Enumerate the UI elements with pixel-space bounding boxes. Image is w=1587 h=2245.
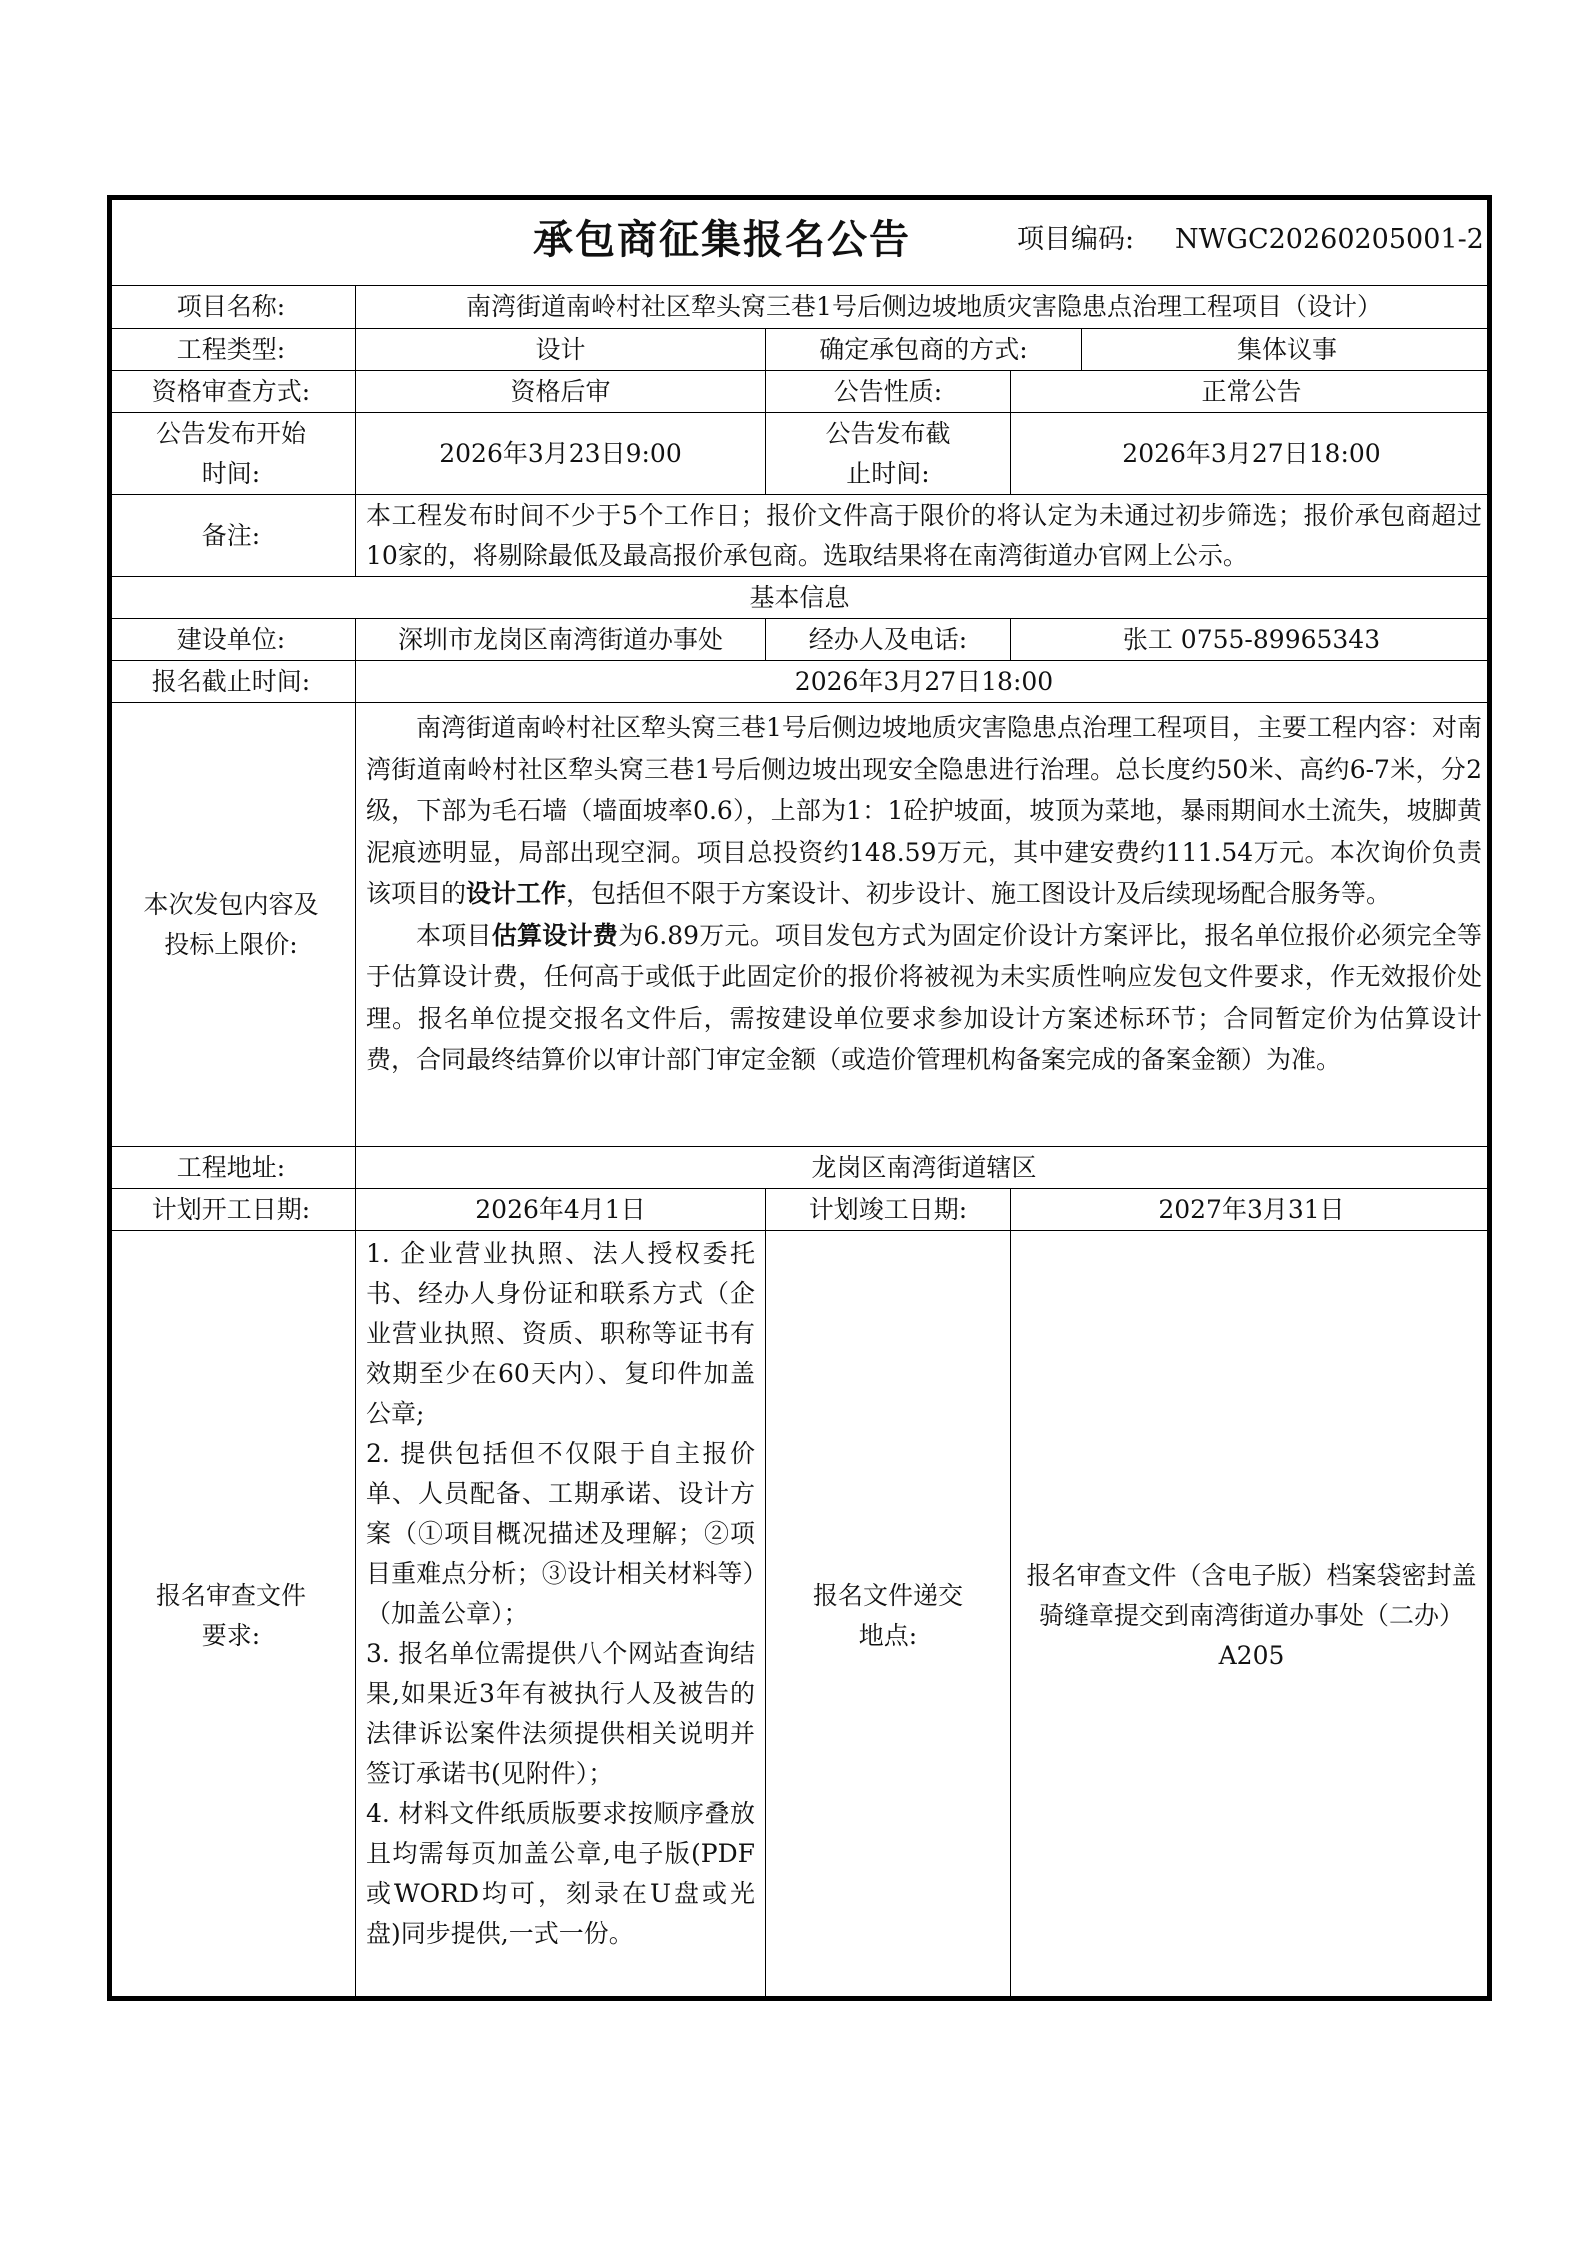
deadline: 2026年3月27日18:00 (356, 661, 1492, 703)
type-label: 工程类型: (107, 329, 356, 371)
content-bold-estimated-fee: 估算设计费 (491, 920, 619, 950)
plan-end-label: 计划竣工日期: (766, 1189, 1011, 1231)
requirement-item: 2. 提供包括但不仅限于自主报价单、人员配备、工期承诺、设计方案（①项目概况描述及理解；②项目重难点分析；③设计相关材料等）（加盖公章）； (366, 1439, 755, 1628)
requirements-label: 报名审查文件要求: (107, 1231, 356, 2001)
end-label: 公告发布截止时间: (766, 413, 1011, 495)
address-label: 工程地址: (107, 1147, 356, 1189)
method-label: 确定承包商的方式: (766, 329, 1082, 371)
requirements-list (356, 1231, 766, 2001)
nature: 正常公告 (1011, 371, 1492, 413)
remark: 本工程发布时间不少于5个工作日；报价文件高于限价的将认定为未通过初步筛选；报价承包商超过10家的，将剔除最低及最高报价承包商。选取结果将在南湾街道办官网上公示。 (356, 495, 1492, 577)
project-code-label: 项目编码: (1017, 224, 1135, 255)
content-text: 本项目 (416, 920, 492, 950)
content-text: 南湾街道南岭村社区犂头窝三巷1号后侧边坡地质灾害隐患点治理工程项目，主要工程内容：对南湾街道南岭村社区犂头窝三巷1号后侧边坡出现安全隐患进行治理。总长度约50米、高约6-7米，分2级，下部为毛石墙（墙面坡率0.6），上部为1：1砼护坡面，坡顶为菜地，暴雨期间水土流失，坡脚黄泥痕迹明显，局部出现空洞。项目总投资约148.59万元，其中建安费约111.54万元。本次询价负责该项目的 (366, 713, 1482, 908)
requirement-item: 1. 企业营业执照、法人授权委托书、经办人身份证和联系方式（企业营业执照、资质、职称等证书有效期至少在60天内）、复印件加盖公章; (366, 1239, 755, 1428)
title-row (107, 195, 1492, 286)
qual-label: 资格审查方式: (107, 371, 356, 413)
builder: 深圳市龙岗区南湾街道办事处 (356, 619, 766, 661)
content-text: 为6.89万元。项目发包方式为固定价设计方案评比，报名单位报价必须完全等于估算设计费，任何高于或低于此固定价的报价将被视为未实质性响应发包文件要求，作无效报价处理。报名单位提交报名文件后，需按建设单位要求参加设计方案述标环节；合同暂定价为估算设计费，合同最终结算价以审计部门审定金额（或造价管理机构备案完成的备案金额）为准。 (366, 920, 1482, 1074)
submit-label: 报名文件递交地点: (766, 1231, 1011, 2001)
plan-start: 2026年4月1日 (356, 1189, 766, 1231)
submit-location: 报名审查文件（含电子版）档案袋密封盖骑缝章提交到南湾街道办事处（二办）A205 (1026, 1561, 1477, 1670)
contact: 张工 0755-89965343 (1011, 619, 1492, 661)
nature-label: 公告性质: (766, 371, 1011, 413)
plan-end: 2027年3月31日 (1011, 1189, 1492, 1231)
method: 集体议事 (1082, 329, 1492, 371)
start-label: 公告发布开始时间: (107, 413, 356, 495)
project-name: 南湾街道南岭村社区犂头窝三巷1号后侧边坡地质灾害隐患点治理工程项目（设计） (356, 286, 1492, 329)
page-title: 承包商征集报名公告 (533, 216, 911, 263)
qual: 资格后审 (356, 371, 766, 413)
contact-label: 经办人及电话: (766, 619, 1011, 661)
requirement-item: 3. 报名单位需提供八个网站查询结果,如果近3年有被执行人及被告的法律诉讼案件法须提供相关说明并签订承诺书(见附件）； (366, 1639, 755, 1788)
content-paragraph-2 (366, 915, 1482, 1081)
end-time: 2026年3月27日18:00 (1011, 413, 1492, 495)
content-description (356, 703, 1492, 1147)
builder-label: 建设单位: (107, 619, 356, 661)
remark-label: 备注: (107, 495, 356, 577)
requirement-item: 4. 材料文件纸质版要求按顺序叠放且均需每页加盖公章,电子版(PDF或WORD均可，刻录在U盘或光盘)同步提供,一式一份。 (366, 1799, 755, 1948)
content-text: ，包括但不限于方案设计、初步设计、施工图设计及后续现场配合服务等。 (566, 879, 1392, 908)
section-basic-info: 基本信息 (107, 577, 1492, 619)
start-time: 2026年3月23日9:00 (356, 413, 766, 495)
project-name-label: 项目名称: (107, 286, 356, 329)
address: 龙岗区南湾街道辖区 (356, 1147, 1492, 1189)
plan-start-label: 计划开工日期: (107, 1189, 356, 1231)
deadline-label: 报名截止时间: (107, 661, 356, 703)
content-paragraph-1 (366, 707, 1482, 915)
content-label: 本次发包内容及投标上限价: (107, 703, 356, 1147)
content-bold-design-work: 设计工作 (466, 879, 567, 908)
project-type: 设计 (356, 329, 766, 371)
project-code: NWGC20260205001-2 (1175, 224, 1484, 255)
